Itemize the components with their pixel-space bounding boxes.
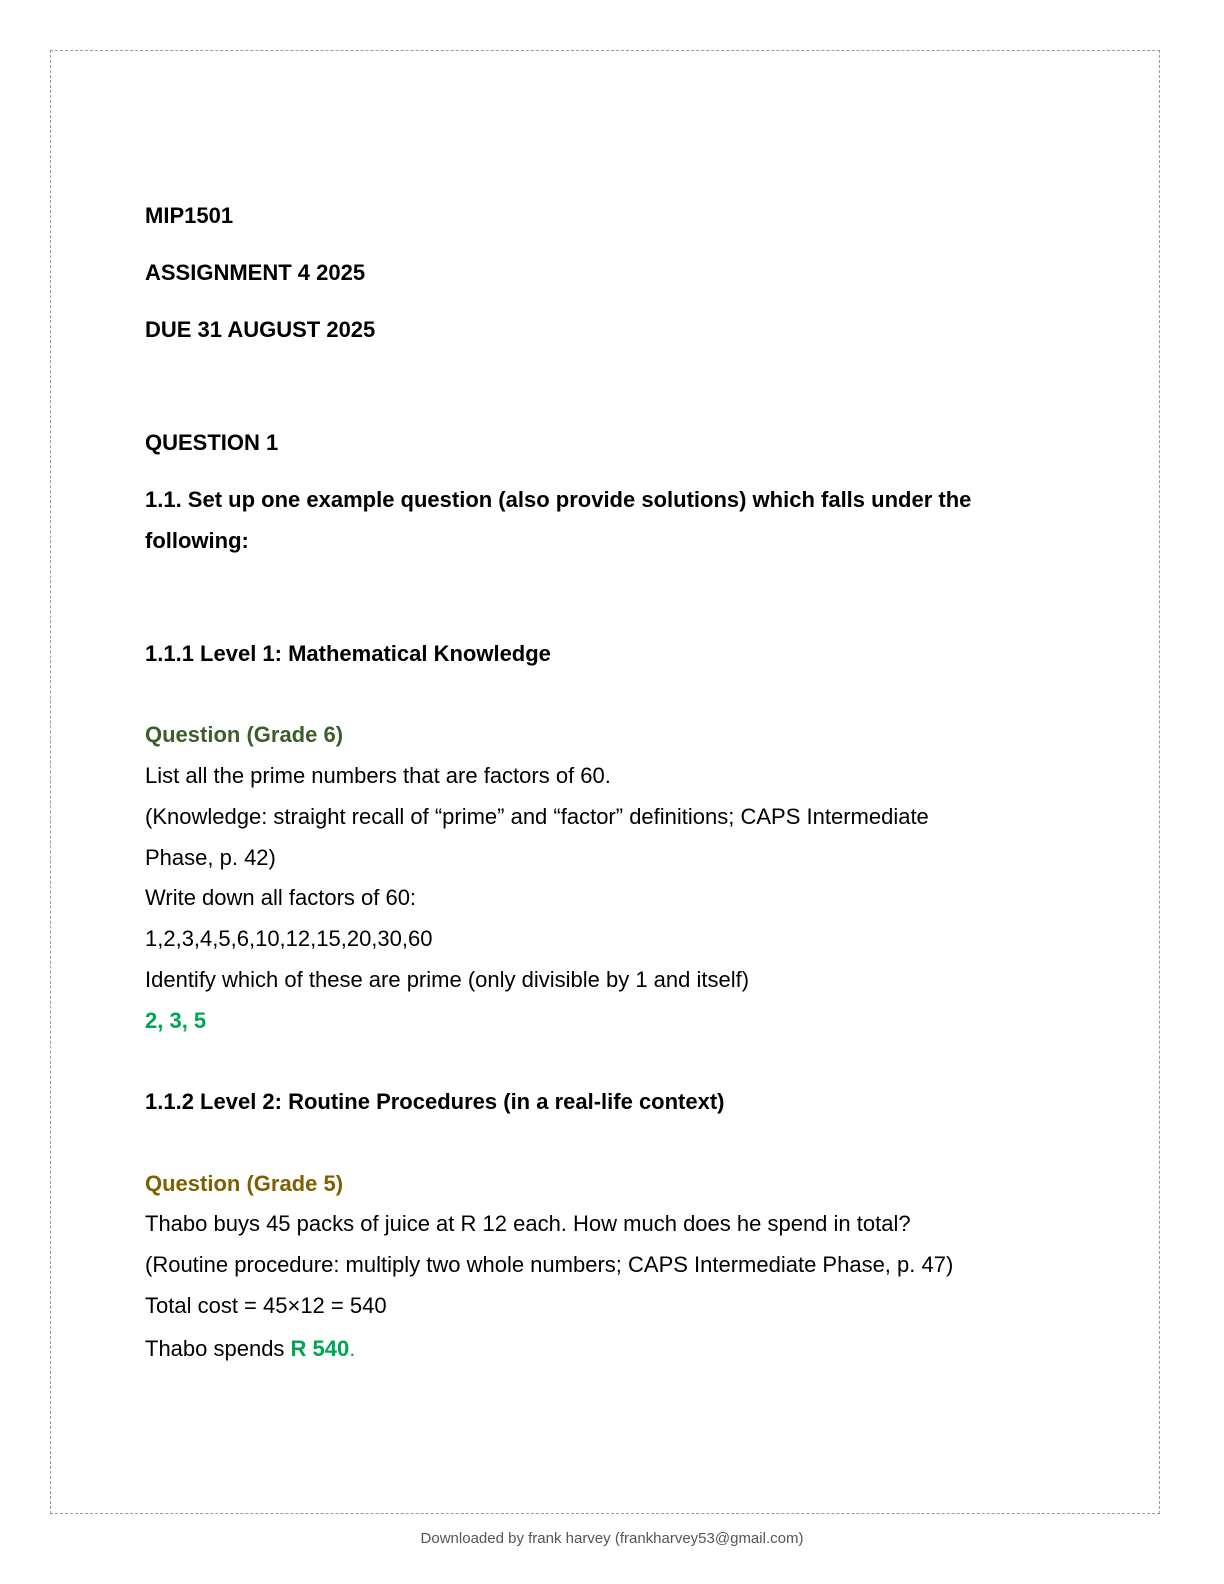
level2-line: Total cost = 45×12 = 540 (145, 1293, 387, 1318)
level2-answer-prefix: Thabo spends (145, 1336, 291, 1361)
level2-question-label: Question (Grade 5) (145, 1171, 344, 1196)
level2-answer-line (145, 1336, 355, 1362)
level1-line: 1,2,3,4,5,6,10,12,15,20,30,60 (145, 926, 433, 951)
course-code: MIP1501 (145, 203, 234, 228)
level1-heading: 1.1.1 Level 1: Mathematical Knowledge (145, 641, 551, 666)
level1-line: Phase, p. 42) (145, 845, 276, 870)
level2-heading: 1.1.2 Level 2: Routine Procedures (in a real-life context) (145, 1089, 725, 1114)
question-prompt-line1: 1.1. Set up one example question (also provide solutions) which falls under the (145, 487, 972, 512)
level2-line: Thabo buys 45 packs of juice at R 12 each. How much does he spend in total? (145, 1211, 911, 1236)
level2-line: (Routine procedure: multiply two whole numbers; CAPS Intermediate Phase, p. 47) (145, 1252, 954, 1277)
level2-answer: R 540 (290, 1336, 350, 1361)
question-title: QUESTION 1 (145, 430, 279, 455)
level1-question-label: Question (Grade 6) (145, 722, 344, 747)
level1-answer: 2, 3, 5 (145, 1008, 207, 1033)
level1-line: Write down all factors of 60: (145, 885, 417, 910)
level1-line: List all the prime numbers that are factors of 60. (145, 763, 611, 788)
download-footer: Downloaded by frank harvey (frankharvey53@gmail.com) (420, 1530, 804, 1547)
level1-line: (Knowledge: straight recall of “prime” and “factor” definitions; CAPS Intermediate (145, 804, 929, 829)
due-date: DUE 31 AUGUST 2025 (145, 317, 376, 342)
level1-line: Identify which of these are prime (only divisible by 1 and itself) (145, 967, 750, 992)
assignment-title: ASSIGNMENT 4 2025 (145, 260, 366, 285)
question-prompt-line2: following: (145, 528, 249, 553)
level2-answer-suffix: . (349, 1336, 356, 1361)
